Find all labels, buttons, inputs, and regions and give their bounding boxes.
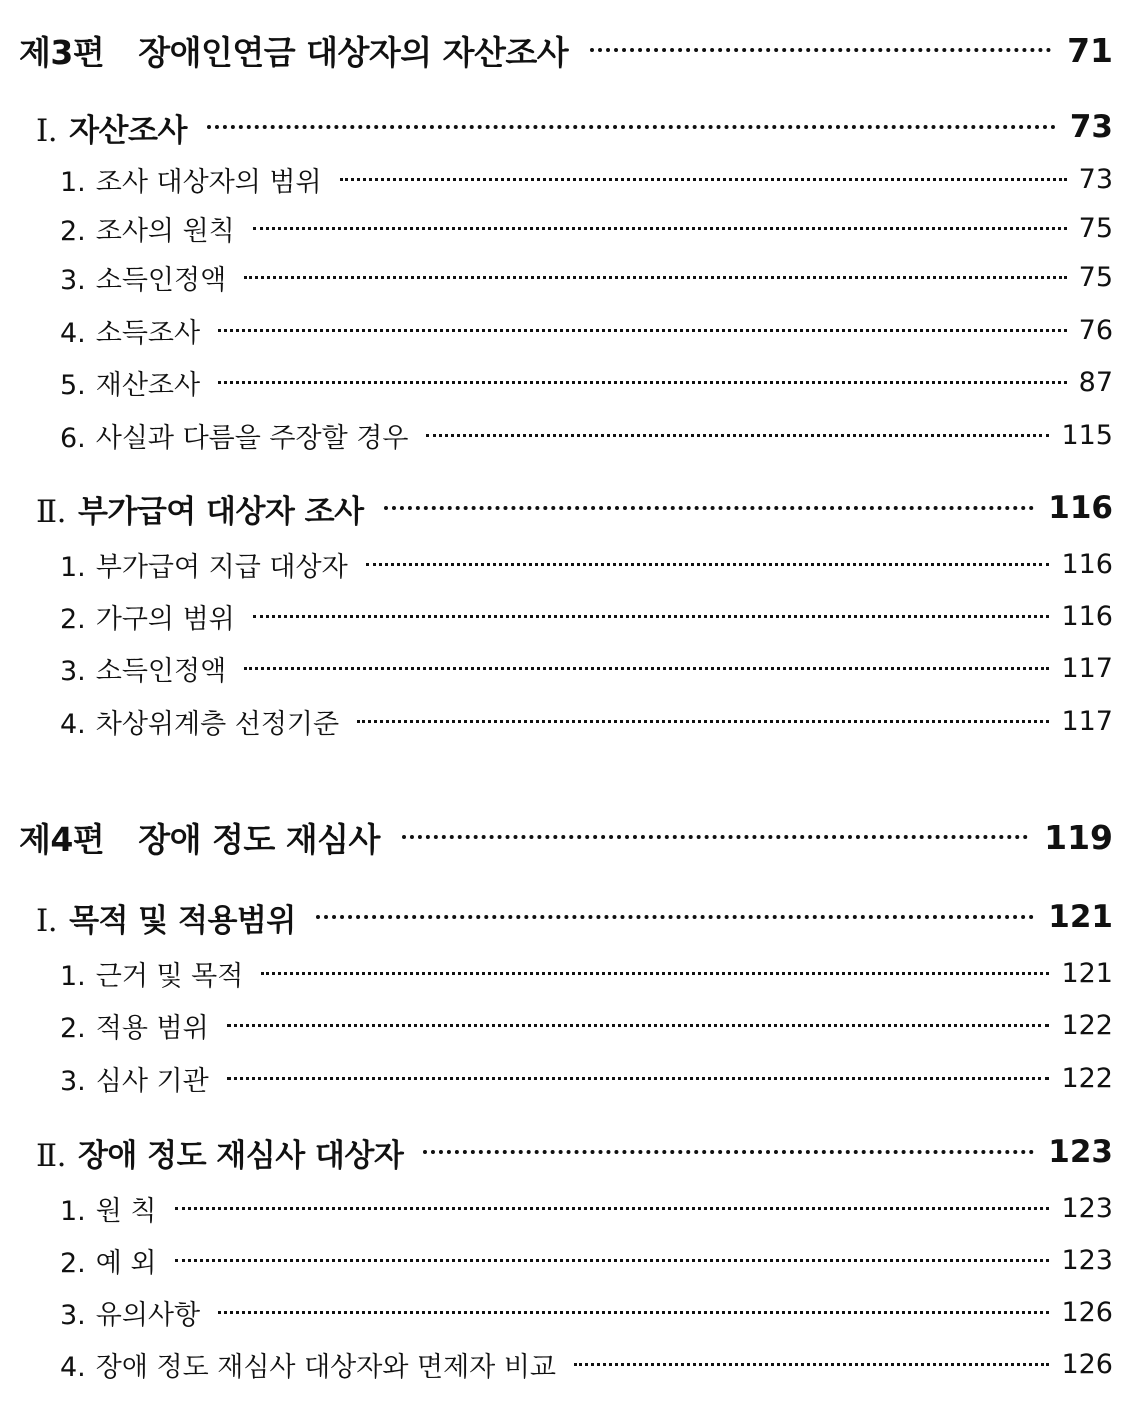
toc-entry-number: 1. <box>60 166 86 198</box>
toc-entry-title <box>60 954 243 993</box>
toc-entry-number: 3. <box>60 264 86 296</box>
toc-page-number: 121 <box>1061 957 1113 989</box>
toc-item-row <box>60 1239 1113 1281</box>
toc-item-row <box>60 952 1113 994</box>
toc-entry-number: 1. <box>60 1195 86 1227</box>
toc-entry-number: 4. <box>60 708 86 740</box>
toc-entry-title <box>60 649 226 688</box>
toc-entry-number: 5. <box>60 369 86 401</box>
dot-leader <box>426 434 1049 437</box>
dot-leader <box>316 915 1034 919</box>
toc-entry-text: 소득인정액 <box>95 264 227 296</box>
toc-entry-text: 근거 및 목적 <box>95 960 244 992</box>
toc-entry-text: 자산조사 <box>69 112 187 149</box>
toc-page-number: 116 <box>1061 600 1113 632</box>
toc-page-number: 121 <box>1048 899 1113 935</box>
toc-entry-text: 장애 정도 재심사 <box>138 819 380 859</box>
toc-page-number: 71 <box>1067 30 1113 70</box>
toc-entry-text: 유의사항 <box>95 1299 201 1331</box>
toc-item-row <box>60 1343 1113 1385</box>
dot-leader <box>402 835 1028 839</box>
toc-entry-title <box>60 416 408 455</box>
toc-item-row <box>60 256 1113 298</box>
dot-leader <box>423 1150 1034 1154</box>
toc-entry-title <box>60 1059 209 1098</box>
toc-page-number: 123 <box>1048 1134 1113 1170</box>
dot-leader <box>227 1024 1050 1027</box>
dot-leader <box>207 125 1056 129</box>
toc-page-number: 126 <box>1061 1348 1113 1380</box>
dot-leader <box>357 720 1049 723</box>
toc-entry-text: 조사 대상자의 범위 <box>95 166 322 198</box>
toc-entry-text: 예 외 <box>95 1247 157 1279</box>
toc-entry-number: Ⅰ. <box>36 112 58 149</box>
toc-page-number: 117 <box>1061 652 1113 684</box>
toc-entry-number: 제3편 <box>19 32 105 72</box>
toc-entry-number: 3. <box>60 655 86 687</box>
toc-item-row <box>60 1004 1113 1046</box>
toc-entry-title <box>36 105 187 150</box>
toc-page-number: 116 <box>1061 548 1113 580</box>
toc-entry-number: 2. <box>60 603 86 635</box>
toc-item-row <box>60 595 1113 637</box>
toc-entry-title <box>36 1130 403 1175</box>
toc-entry-text: 사실과 다름을 주장할 경우 <box>95 422 409 454</box>
toc-page-number: 87 <box>1078 366 1113 398</box>
dot-leader <box>574 1363 1049 1366</box>
toc-page-number: 115 <box>1061 419 1113 451</box>
toc-entry-title <box>36 486 364 531</box>
toc-page-number: 119 <box>1044 817 1113 857</box>
toc-entry-text: 부가급여 지급 대상자 <box>95 551 348 583</box>
toc-entry-title <box>60 311 200 350</box>
toc-entry-text: 가구의 범위 <box>95 603 235 635</box>
toc-item-row <box>60 361 1113 403</box>
dot-leader <box>175 1207 1050 1210</box>
dot-leader <box>590 48 1051 52</box>
dot-leader <box>218 1311 1049 1314</box>
toc-entry-number: 2. <box>60 1247 86 1279</box>
toc-entry-title <box>60 545 348 584</box>
toc-entry-text: 장애인연금 대상자의 자산조사 <box>138 32 569 72</box>
toc-item-row <box>60 309 1113 351</box>
dot-leader <box>218 381 1067 384</box>
toc-entry-title <box>60 258 226 297</box>
toc-entry-text: 심사 기관 <box>95 1065 209 1097</box>
toc-entry-title <box>60 363 200 402</box>
toc-entry-number: 2. <box>60 215 86 247</box>
toc-entry-title <box>36 895 296 940</box>
toc-entry-title <box>60 597 235 636</box>
toc-entry-number: 3. <box>60 1065 86 1097</box>
toc-part-row <box>19 25 1113 75</box>
toc-entry-text: 적용 범위 <box>95 1012 209 1044</box>
toc-page-number: 73 <box>1069 109 1113 145</box>
toc-page-number: 116 <box>1048 490 1113 526</box>
toc-section-row <box>36 104 1113 150</box>
toc-entry-text: 목적 및 적용범위 <box>69 902 296 939</box>
toc-entry-text: 재산조사 <box>95 369 201 401</box>
toc-entry-number: Ⅰ. <box>36 902 58 939</box>
toc-entry-text: 장애 정도 재심사 대상자와 면제자 비교 <box>95 1351 556 1383</box>
toc-entry-title <box>19 27 568 74</box>
toc-entry-number: 2. <box>60 1012 86 1044</box>
toc-entry-title <box>60 702 339 741</box>
toc-entry-title <box>60 209 235 248</box>
toc-item-row <box>60 700 1113 742</box>
toc-entry-text: 부가급여 대상자 조사 <box>77 493 364 530</box>
dot-leader <box>253 227 1067 230</box>
toc-entry-title <box>60 1189 157 1228</box>
toc-page-number: 122 <box>1061 1062 1113 1094</box>
toc-entry-text: 조사의 원칙 <box>95 215 235 247</box>
dot-leader <box>227 1077 1050 1080</box>
toc-item-row <box>60 543 1113 585</box>
toc-entry-text: 소득인정액 <box>95 655 227 687</box>
toc-item-row <box>60 207 1113 249</box>
dot-leader <box>340 178 1067 181</box>
toc-page-number: 123 <box>1061 1244 1113 1276</box>
dot-leader <box>175 1259 1050 1262</box>
toc-section-row <box>36 485 1113 531</box>
toc-entry-title <box>60 1241 157 1280</box>
toc-entry-number: 제4편 <box>19 819 105 859</box>
toc-section-row <box>36 1129 1113 1175</box>
toc-section-row <box>36 894 1113 940</box>
toc-page-number: 76 <box>1078 314 1113 346</box>
dot-leader <box>244 667 1049 670</box>
toc-page-number: 122 <box>1061 1009 1113 1041</box>
dot-leader <box>261 972 1049 975</box>
toc-entry-title <box>60 160 322 199</box>
toc-page-number: 123 <box>1061 1192 1113 1224</box>
toc-item-row <box>60 414 1113 456</box>
dot-leader <box>244 276 1066 279</box>
toc-entry-number: 4. <box>60 1351 86 1383</box>
toc-page-number: 126 <box>1061 1296 1113 1328</box>
toc-entry-text: 원 칙 <box>95 1195 157 1227</box>
toc-entry-text: 장애 정도 재심사 대상자 <box>77 1137 404 1174</box>
toc-page-number: 73 <box>1078 163 1113 195</box>
toc-item-row <box>60 647 1113 689</box>
toc-item-row <box>60 1057 1113 1099</box>
toc-page-number: 75 <box>1078 212 1113 244</box>
dot-leader <box>366 563 1050 566</box>
dot-leader <box>384 506 1035 510</box>
toc-entry-number: 1. <box>60 960 86 992</box>
toc-entry-title <box>60 1006 209 1045</box>
toc-entry-text: 차상위계층 선정기준 <box>95 708 340 740</box>
toc-entry-number: Ⅱ. <box>36 1137 66 1174</box>
toc-page-number: 117 <box>1061 705 1113 737</box>
toc-page-number: 75 <box>1078 261 1113 293</box>
toc-entry-title <box>60 1293 200 1332</box>
toc-entry-number: 3. <box>60 1299 86 1331</box>
dot-leader <box>218 329 1067 332</box>
toc-entry-number: Ⅱ. <box>36 493 66 530</box>
toc-item-row <box>60 158 1113 200</box>
toc-entry-number: 1. <box>60 551 86 583</box>
toc-entry-title <box>19 814 380 861</box>
toc-entry-number: 6. <box>60 422 86 454</box>
toc-entry-text: 소득조사 <box>95 317 201 349</box>
dot-leader <box>253 615 1050 618</box>
toc-item-row <box>60 1187 1113 1229</box>
toc-item-row <box>60 1291 1113 1333</box>
toc-part-row <box>19 812 1113 862</box>
toc-entry-number: 4. <box>60 317 86 349</box>
toc-entry-title <box>60 1345 556 1384</box>
